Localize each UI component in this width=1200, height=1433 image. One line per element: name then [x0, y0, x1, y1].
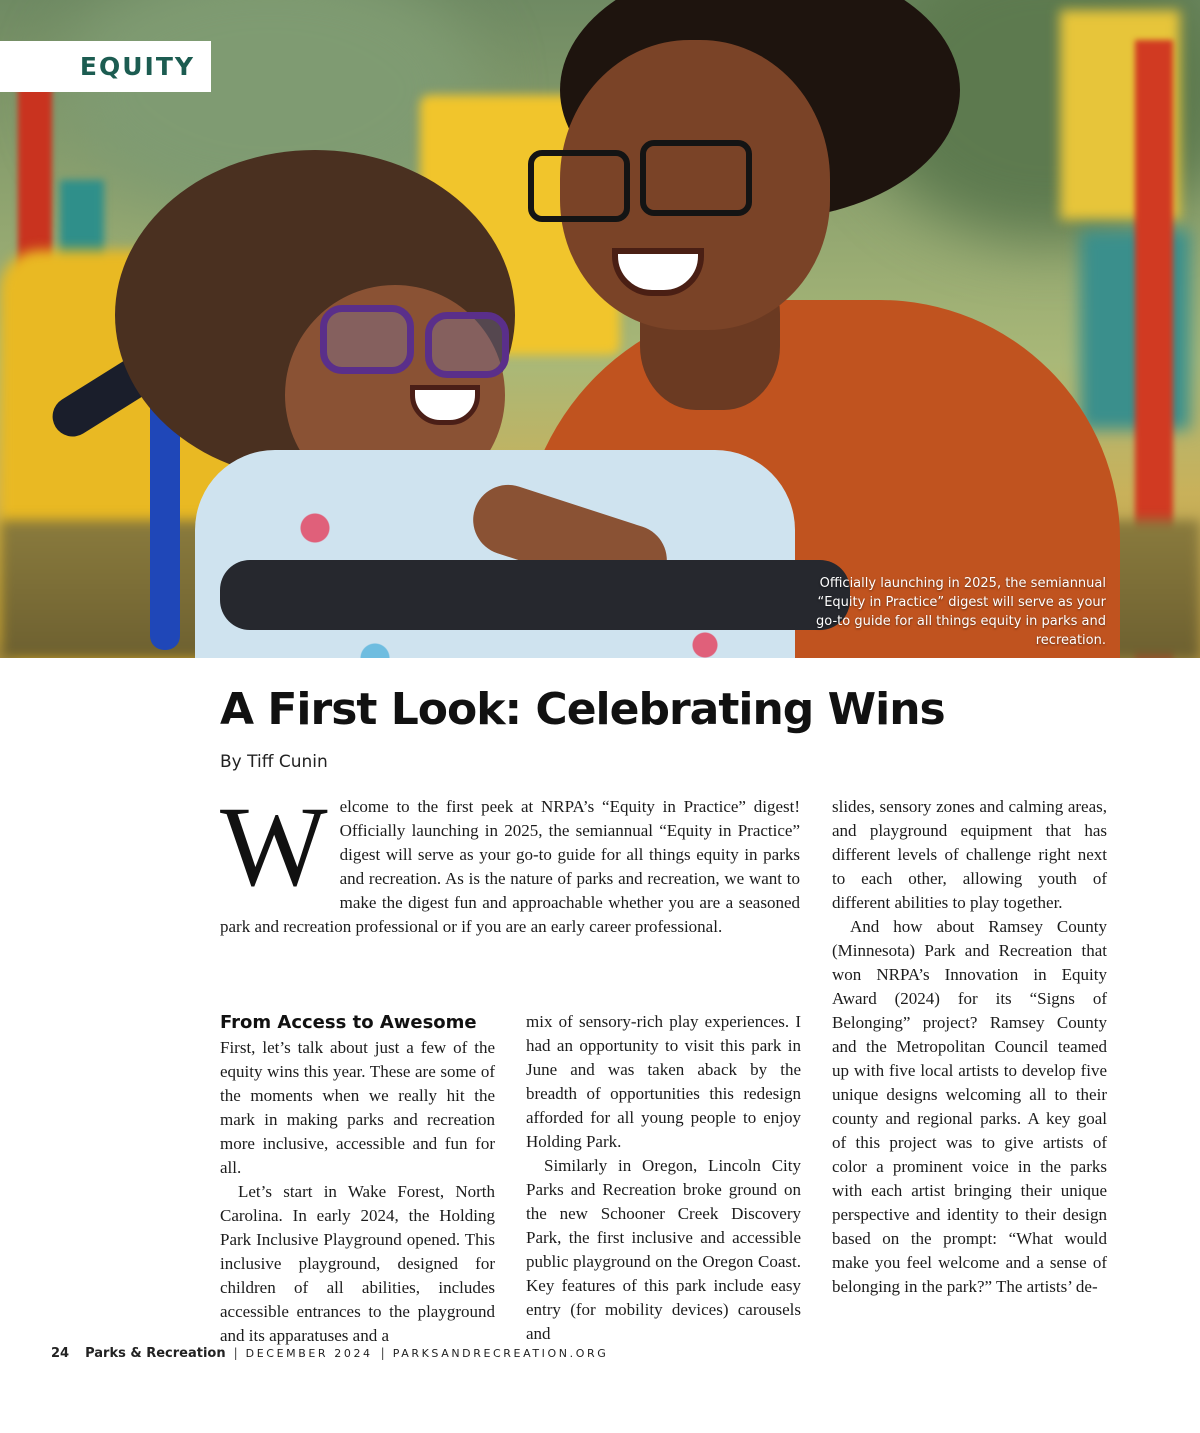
paragraph: And how about Ramsey County (Minnesota) Park and Recreation that won NRPA’s Innovation in Equity Award (2024) for its “Signs of Belonging” project? Ramsey County and the Metropolitan Council teamed up with five local artists to develop five unique designs welcoming all to their county and regional parks. A key goal of this project was to give artists of color a prominent voice in the parks with each artist bringing their unique perspective and identity to their design based on the prompt: “What would make you feel welcome and a sense of belonging in the park?” The artists’ de-: [832, 917, 1107, 1296]
paragraph: mix of sensory-rich play experiences. I had an opportunity to visit this park in June and was taken aback by the breadth of opportunities this redesign afforded for all young people to enjoy Holding Park.: [526, 1012, 801, 1151]
photo-caption: Officially launching in 2025, the semiannual “Equity in Practice” digest will serve as your go-to guide for all things equity in parks and recreation.: [816, 576, 1106, 648]
paragraph: First, let’s talk about just a few of the equity wins this year. These are some of the moments when we really hit the mark in making parks and recreation more inclusive, accessible and fun for all.: [220, 1038, 495, 1177]
column-1: [220, 1010, 495, 1348]
footer-separator: |: [233, 1346, 238, 1360]
section-tag: [0, 41, 211, 92]
magazine-name: Parks & Recreation: [85, 1346, 226, 1361]
page-footer: [51, 1346, 608, 1361]
byline: By Tiff Cunin: [220, 752, 328, 772]
column-2: [526, 1010, 801, 1346]
subhead: From Access to Awesome: [220, 1012, 477, 1033]
hero-photo: [0, 0, 1200, 658]
footer-separator: |: [380, 1346, 385, 1360]
drop-cap: W: [220, 783, 328, 910]
article-title: A First Look: Celebrating Wins: [220, 684, 945, 735]
paragraph: Let’s start in Wake Forest, North Carolina. In early 2024, the Holding Park Inclusive Playground opened. This inclusive playground, designed for children of all abilities, includes accessible entrances to the playground and its apparatuses and a: [220, 1182, 495, 1345]
paragraph: slides, sensory zones and calming areas, and playground equipment that has different levels of challenge right next to each other, allowing youth of different abilities to play together.: [832, 797, 1107, 912]
intro-paragraph: [220, 783, 800, 939]
issue-date: DECEMBER 2024: [245, 1347, 373, 1360]
website: PARKSANDRECREATION.ORG: [392, 1347, 609, 1360]
intro-text: elcome to the first peek at NRPA’s “Equity in Practice” digest! Officially launching in 2025, the semiannual “Equity in Practice” digest will serve as your go-to guide for all things equity in parks and recreation. As is the nature of parks and recreation, we want to make the digest fun and approachable whether you are a seasoned park and recreation professional or if you are an early career professional.: [220, 797, 800, 936]
paragraph: Similarly in Oregon, Lincoln City Parks and Recreation broke ground on the new Schooner Creek Discovery Park, the first inclusive and accessible public playground on the Oregon Coast. Key features of this park include easy entry (for mobility devices) carousels and: [526, 1156, 801, 1343]
page-number: 24: [51, 1346, 70, 1361]
column-3: [832, 795, 1107, 1299]
section-tag-label: EQUITY: [79, 52, 195, 81]
